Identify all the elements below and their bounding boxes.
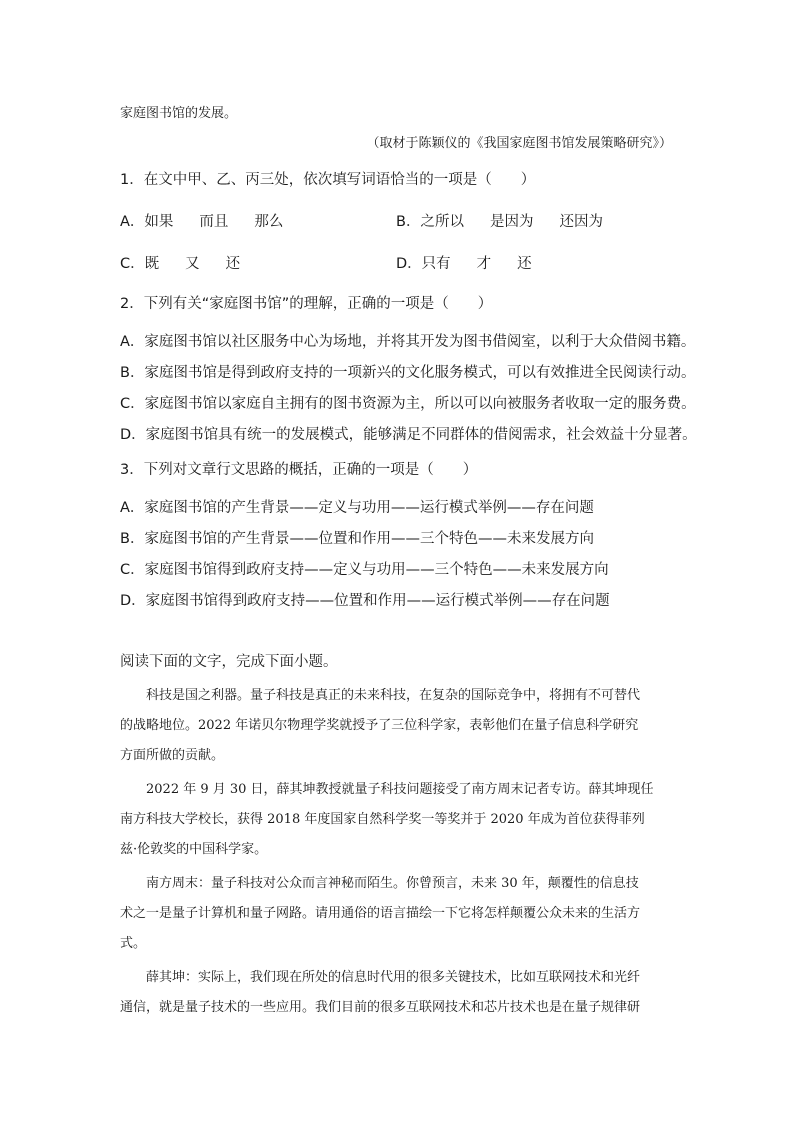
question-3-option-d: D．家庭图书馆得到政府支持——位置和作用——运行模式举例——存在问题 [120, 593, 610, 609]
passage-line: 式。 [120, 936, 147, 951]
option-label: C． [120, 256, 145, 272]
option-word: 如果 [144, 214, 174, 230]
question-1-option-c [120, 254, 240, 274]
question-3-option-c: C．家庭图书馆得到政府支持——定义与功用——三个特色——未来发展方向 [120, 562, 609, 578]
question-1-option-a [120, 212, 283, 232]
continued-paragraph-end: 家庭图书馆的发展。 [120, 106, 238, 121]
passage-line: 科技是国之利器。量子科技是真正的未来科技，在复杂的国际竞争中，将拥有不可替代 [120, 688, 641, 703]
option-label: B． [396, 214, 421, 230]
question-2-option-b: B．家庭图书馆是得到政府支持的一项新兴的文化服务模式，可以有效推进全民阅读行动。 [120, 365, 696, 381]
question-1-option-b [396, 212, 603, 232]
question-1-stem: 1．在文中甲、乙、丙三处，依次填写词语恰当的一项是（ ） [120, 172, 536, 188]
passage-line: 兹·伦敦奖的中国科学家。 [120, 842, 268, 857]
option-word: 又 [185, 256, 200, 272]
option-word: 是因为 [489, 214, 534, 230]
question-3-option-a: A．家庭图书馆的产生背景——定义与功用——运行模式举例——存在问题 [120, 500, 594, 516]
question-2-option-d: D．家庭图书馆具有统一的发展模式，能够满足不同群体的借阅需求，社会效益十分显著。 [120, 427, 697, 443]
source-citation: （取材于陈颖仪的《我国家庭图书馆发展策略研究》） [366, 136, 672, 151]
passage-line: 薛其坤：实际上，我们现在所处的信息时代用的很多关键技术，比如互联网技术和光纤 [120, 970, 641, 985]
option-label: A． [120, 214, 145, 230]
passage-line: 南方周末：量子科技对公众而言神秘而陌生。你曾预言，未来 30 年，颠覆性的信息技 [120, 876, 639, 891]
passage-line: 的战略地位。2022 年诺贝尔物理学奖就授予了三位科学家，表彰他们在量子信息科学研究 [120, 718, 639, 733]
question-1-option-d [396, 254, 532, 274]
option-word: 还 [517, 256, 532, 272]
option-word: 还 [225, 256, 241, 272]
passage-line: 2022 年 9 月 30 日，薛其坤教授就量子科技问题接受了南方周末记者专访。薛其坤现任 [120, 782, 654, 797]
option-word: 那么 [254, 214, 284, 230]
question-2-stem: 2．下列有关“家庭图书馆”的理解，正确的一项是（ ） [120, 296, 493, 312]
option-word: 而且 [199, 214, 229, 230]
question-3-option-b: B．家庭图书馆的产生背景——位置和作用——三个特色——未来发展方向 [120, 531, 594, 547]
question-2-option-a: A．家庭图书馆以社区服务中心为场地，并将其开发为图书借阅室，以利于大众借阅书籍。 [120, 334, 696, 350]
option-label: D． [396, 256, 422, 272]
question-3-stem: 3．下列对文章行文思路的概括，正确的一项是（ ） [120, 462, 478, 478]
option-word: 才 [476, 256, 492, 272]
passage-line: 通信，就是量子技术的一些应用。我们目前的很多互联网技术和芯片技术也是在量子规律研 [120, 1000, 641, 1015]
passage-line: 术之一是量子计算机和量子网路。请用通俗的语言描绘一下它将怎样颠覆公众未来的生活方 [120, 906, 641, 921]
passage-line: 方面所做的贡献。 [120, 748, 225, 763]
option-word: 之所以 [420, 214, 464, 230]
option-word: 还因为 [559, 214, 603, 230]
option-word: 既 [144, 256, 160, 272]
option-word: 只有 [421, 256, 451, 272]
reading-instruction: 阅读下面的文字，完成下面小题。 [120, 654, 338, 670]
passage-line: 南方科技大学校长，获得 2018 年度国家自然科学奖一等奖并于 2020 年成为首位获得菲列 [120, 812, 645, 827]
question-2-option-c: C．家庭图书馆以家庭自主拥有的图书资源为主，所以可以向被服务者收取一定的服务费。 [120, 396, 696, 412]
